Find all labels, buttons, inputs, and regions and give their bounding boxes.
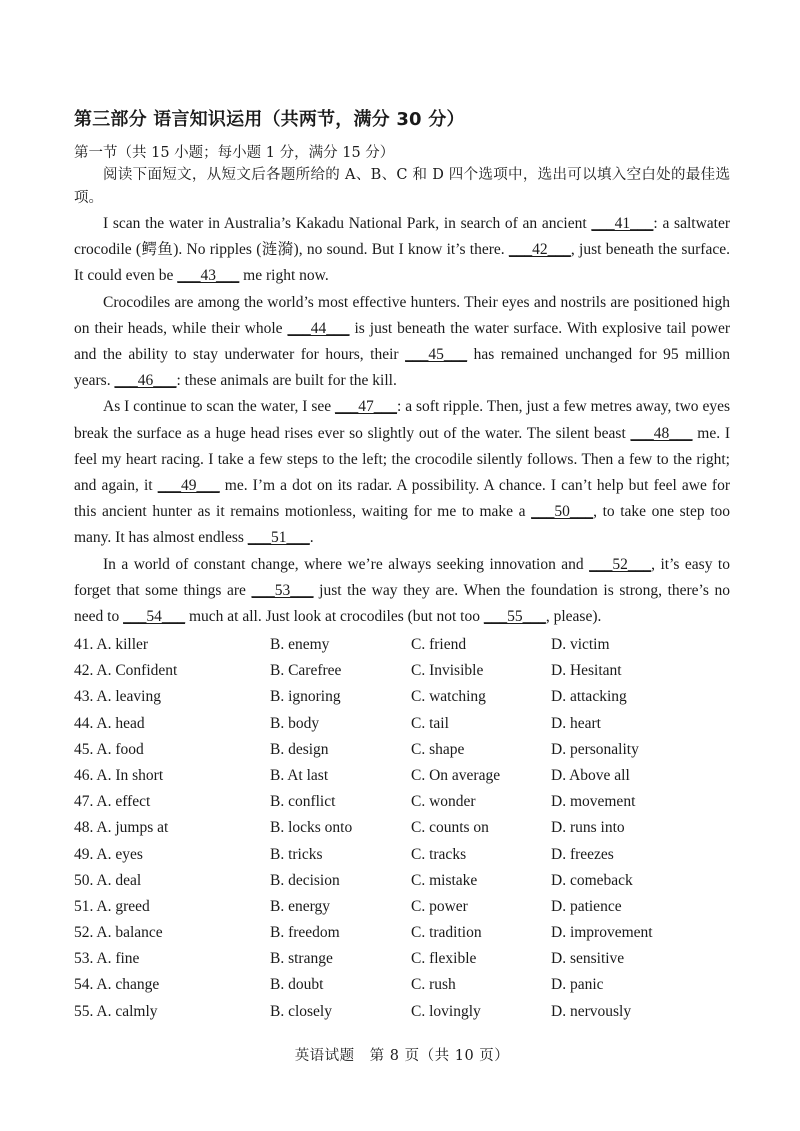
passage-text: I scan the water in Australia’s Kakadu National Park, in search of an ancient xyxy=(103,215,592,232)
option-row xyxy=(74,920,730,946)
passage-text: is just beneath the water surface. With explosive tail power and the ability to stay underwater for hours, their xyxy=(74,319,730,364)
option-d: D. panic xyxy=(551,976,604,994)
option-a: 48. A. jumps at xyxy=(74,819,169,837)
passage-paragraph xyxy=(74,290,730,395)
answer-blank: ___46___ xyxy=(114,372,177,390)
option-d: D. Hesitant xyxy=(551,662,622,680)
option-a: 44. A. head xyxy=(74,714,145,732)
option-row xyxy=(74,842,730,868)
option-c: C. tradition xyxy=(411,924,482,942)
answer-blank: ___45___ xyxy=(405,346,468,364)
passage-text: : these animals are built for the kill. xyxy=(176,372,397,390)
option-row xyxy=(74,684,730,710)
passage-paragraph xyxy=(74,394,730,551)
option-d: D. Above all xyxy=(551,766,630,784)
option-d: D. runs into xyxy=(551,819,625,837)
option-b: B. locks onto xyxy=(270,819,353,837)
option-row xyxy=(74,894,730,920)
instructions: 阅读下面短文，从短文后各题所给的 A、B、C 和 D 四个选项中，选出可以填入空白处的最佳选项。 xyxy=(74,167,730,206)
option-d: D. personality xyxy=(551,740,639,758)
option-d: D. freezes xyxy=(551,845,614,863)
passage-paragraph xyxy=(74,552,730,631)
passage-paragraph xyxy=(74,211,730,290)
option-d: D. attacking xyxy=(551,688,627,706)
option-c: C. friend xyxy=(411,636,467,653)
option-c: C. mistake xyxy=(411,871,478,889)
passage-text: has remained unchanged for 95 million years. xyxy=(74,346,730,390)
option-b: B. conflict xyxy=(270,793,336,811)
cloze-passage xyxy=(74,211,730,630)
answer-blank: ___50___ xyxy=(531,503,594,521)
passage-text: . xyxy=(309,529,314,547)
option-b: B. freedom xyxy=(270,924,340,942)
option-a: 41. A. killer xyxy=(74,636,149,653)
option-a: 42. A. Confident xyxy=(74,662,178,680)
option-row xyxy=(74,999,730,1025)
option-b: B. Carefree xyxy=(270,662,342,680)
option-c: C. On average xyxy=(411,766,501,784)
option-c: C. tracks xyxy=(411,845,467,863)
option-b: B. body xyxy=(270,714,320,732)
option-c: C. power xyxy=(411,897,468,915)
option-b: B. ignoring xyxy=(270,688,341,706)
answer-blank: ___55___ xyxy=(483,608,546,626)
option-c: C. shape xyxy=(411,740,465,758)
option-row xyxy=(74,815,730,841)
passage-text: , please). xyxy=(545,608,602,626)
option-c: C. Invisible xyxy=(411,662,484,680)
answer-blank: ___47___ xyxy=(335,398,398,416)
page-footer: 英语试题 第 8 页（共 10 页） xyxy=(294,1048,510,1064)
option-c: C. rush xyxy=(411,976,456,994)
option-b: B. decision xyxy=(270,871,340,889)
passage-text: just the way they are. When the foundation is strong, there’s no need to xyxy=(74,581,731,626)
answer-blank: ___53___ xyxy=(251,581,314,599)
option-c: C. counts on xyxy=(411,819,489,837)
option-row xyxy=(74,946,730,972)
exam-page xyxy=(74,0,730,1131)
option-d: D. victim xyxy=(551,636,610,653)
option-b: B. enemy xyxy=(270,636,330,653)
option-d: D. sensitive xyxy=(551,950,625,968)
option-row xyxy=(74,632,730,658)
option-d: D. improvement xyxy=(551,924,653,942)
option-a: 54. A. change xyxy=(74,976,160,994)
passage-text: Crocodiles are among the world’s most effective hunters. Their eyes and nostrils are positioned high on their heads, while their whole xyxy=(74,293,730,337)
passage-text: me. I feel my heart racing. I take a few steps to the left; the crocodile silently follows. Then a few to the right; and again, it xyxy=(74,424,730,495)
passage-text: In a world of constant change, where we’re always seeking innovation and xyxy=(103,555,590,573)
option-row xyxy=(74,658,730,684)
option-a: 43. A. leaving xyxy=(74,688,161,706)
answer-blank: ___51___ xyxy=(247,529,310,547)
option-c: C. lovingly xyxy=(411,1002,481,1020)
passage-text: : a saltwater crocodile (鳄鱼). No ripples (涟漪), no sound. But I know it’s there. xyxy=(74,215,730,259)
option-b: B. design xyxy=(270,740,329,758)
option-a: 46. A. In short xyxy=(74,766,164,784)
option-a: 50. A. deal xyxy=(74,871,142,889)
option-row xyxy=(74,868,730,894)
answer-blank: ___54___ xyxy=(123,608,186,626)
option-d: D. heart xyxy=(551,714,601,732)
answer-blank: ___43___ xyxy=(177,267,240,285)
answer-blank: ___52___ xyxy=(589,555,652,573)
option-row xyxy=(74,972,730,998)
part-title: 第三部分 语言知识运用（共两节，满分 30 分） xyxy=(74,109,465,130)
option-c: C. wonder xyxy=(411,793,476,811)
option-a: 49. A. eyes xyxy=(74,845,143,863)
option-b: B. doubt xyxy=(270,976,324,994)
passage-text: , it’s easy to forget that some things are xyxy=(74,555,730,599)
passage-text: , to take one step too many. It has almost endless xyxy=(74,503,730,547)
section-title: 第一节（共 15 小题；每小题 1 分，满分 15 分） xyxy=(74,145,395,161)
option-c: C. flexible xyxy=(411,950,477,968)
option-b: B. closely xyxy=(270,1002,332,1020)
passage-text: , just beneath the surface. It could even be xyxy=(74,241,730,285)
option-c: C. watching xyxy=(411,688,486,706)
answer-options xyxy=(74,632,730,1025)
option-d: D. nervously xyxy=(551,1002,632,1020)
option-a: 45. A. food xyxy=(74,740,144,758)
answer-blank: ___48___ xyxy=(630,424,693,442)
option-c: C. tail xyxy=(411,714,449,732)
passage-text: me. I’m a dot on its radar. A possibility. A chance. I can’t help but feel awe for this ancient hunter as it remains motionless, waiting for me to make a xyxy=(74,477,730,521)
passage-text: me right now. xyxy=(239,267,329,285)
answer-blank: ___41___ xyxy=(591,215,654,232)
option-d: D. movement xyxy=(551,793,636,811)
option-b: B. At last xyxy=(270,766,329,784)
option-a: 52. A. balance xyxy=(74,924,163,942)
option-b: B. energy xyxy=(270,897,330,915)
passage-text: much at all. Just look at crocodiles (but not too xyxy=(185,608,484,626)
answer-blank: ___49___ xyxy=(157,477,220,495)
option-b: B. tricks xyxy=(270,845,323,863)
option-row xyxy=(74,789,730,815)
passage-text: : a soft ripple. Then, just a few metres away, two eyes break the surface as a huge head rises ever so slightly out of the water. The silent beast xyxy=(74,398,730,442)
option-b: B. strange xyxy=(270,950,333,968)
answer-blank: ___42___ xyxy=(508,241,571,259)
option-d: D. patience xyxy=(551,897,622,915)
answer-blank: ___44___ xyxy=(287,319,350,337)
option-a: 47. A. effect xyxy=(74,793,151,811)
option-a: 51. A. greed xyxy=(74,897,150,915)
option-d: D. comeback xyxy=(551,871,633,889)
option-a: 55. A. calmly xyxy=(74,1002,158,1020)
option-row xyxy=(74,737,730,763)
option-a: 53. A. fine xyxy=(74,950,140,968)
passage-text: As I continue to scan the water, I see xyxy=(103,398,336,416)
option-row xyxy=(74,711,730,737)
option-row xyxy=(74,763,730,789)
